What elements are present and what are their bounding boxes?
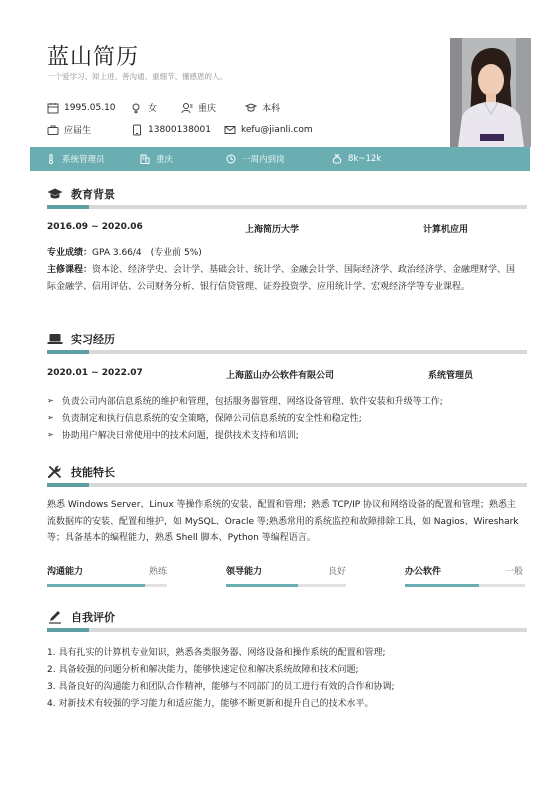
internship-bullet: ➢ 协助用户解决日常使用中的技术问题，提供技术支持和培训; [47, 430, 299, 441]
self-eval-item: 2. 具备较强的问题分析和解决能力，能够快速定位和解决系统故障和技术问题; [47, 665, 359, 675]
intent-salary-text: 8k~12k [348, 154, 382, 164]
section-rule-internship [47, 350, 527, 354]
self-eval-item: 3. 具备良好的沟通能力和团队合作精神，能够与不同部门的员工进行有效的合作和协调; [47, 682, 395, 692]
skill-level-text: 一般 [504, 567, 523, 577]
profile-photo [450, 38, 531, 147]
email[interactable]: kefu@jianli.com [241, 124, 313, 135]
gender-info [131, 101, 181, 114]
intent-availability [226, 147, 285, 171]
intent-position-text: 系统管理员 [62, 155, 105, 165]
person-icon [181, 102, 193, 114]
gpa-label: 专业成绩： [47, 248, 93, 258]
gpa-value: GPA 3.66/4 (专业前 5%) [92, 248, 202, 258]
clock-icon [226, 154, 236, 164]
resume-motto: 一个爱学习、知上进、善沟通、重细节、懂感恩的人。 [47, 72, 227, 81]
birth-info [47, 102, 131, 114]
section-rule-skills [47, 483, 527, 487]
skills-text: 熟悉 Windows Server、Linux 等操作系统的安装、配置和管理；熟悉 TCP/IP 协议和网络设备的配置和管理；熟悉主流数据库的安装、配置和维护，如 MySQL、Oracle 等;熟悉常用的系统监控和故障排除工具，如 Nagios、Wireshark 等；具备基本的编程能力，熟悉 Shell 脚本、Python 等编程语言。 [47, 500, 519, 543]
education-period: 2016.09 ~ 2020.06 [47, 222, 143, 232]
arrow-icon: ➢ [47, 430, 54, 439]
internship-role: 系统管理员 [428, 371, 474, 381]
pencil-icon [47, 610, 63, 624]
phone-info [131, 124, 224, 136]
courses-value: 资本论、经济学史、会计学、基础会计、统计学、金融会计学、国际经济学、政治经济学、金融理财学、国际金融学、信用评估、公司财务分析、银行信贷管理、证券投资学、应用统计学、宏观经济学等专业课程。 [47, 265, 516, 292]
skill-label: 沟通能力 [47, 567, 84, 577]
section-title-skills: 技能特长 [47, 464, 115, 480]
skill-fill [226, 584, 298, 587]
tools-icon [47, 465, 63, 479]
intent-city [140, 147, 173, 171]
skill-label: 办公软件 [405, 567, 442, 577]
section-rule-self-evaluation [47, 628, 527, 632]
section-title-internship: 实习经历 [47, 331, 115, 347]
education-gpa [47, 245, 523, 262]
intent-position [46, 147, 105, 171]
graduation-cap-icon [245, 102, 257, 114]
section-title-self-evaluation: 自我评价 [47, 609, 115, 625]
phone: 13800138001 [148, 124, 211, 135]
intent-salary [332, 147, 381, 171]
internship-period: 2020.01 ~ 2022.07 [47, 368, 143, 378]
location-info [181, 101, 245, 114]
birth-date: 1995.05.10 [64, 102, 116, 113]
self-eval-item: 4. 对新技术有较强的学习能力和适应能力，能够不断更新和提升自己的技术水平。 [47, 699, 374, 709]
skill-level-text: 良好 [327, 567, 346, 577]
laptop-icon [47, 332, 63, 346]
gender: 女 [148, 104, 158, 114]
education-info [245, 101, 280, 114]
briefcase-icon [47, 124, 59, 136]
calendar-icon [47, 102, 59, 114]
job-intent-bar [30, 147, 530, 171]
thermometer-icon [46, 154, 56, 164]
status-info [47, 123, 131, 136]
intent-city-text: 重庆 [156, 155, 174, 165]
section-title-education: 教育背景 [47, 186, 115, 202]
skill-fill [405, 584, 479, 587]
skill-track [47, 584, 167, 587]
education-level: 本科 [262, 104, 281, 114]
self-eval-item: 1. 具有扎实的计算机专业知识，熟悉各类服务器、网络设备和操作系统的配置和管理; [47, 648, 386, 658]
internship-company: 上海蓝山办公软件有限公司 [226, 371, 335, 381]
courses-label: 主修课程： [47, 265, 93, 275]
info-row-1 [47, 101, 280, 114]
skill-level-text: 熟练 [148, 567, 167, 577]
skill-fill [47, 584, 145, 587]
internship-bullet: ➢ 负责公司内部信息系统的维护和管理，包括服务器管理、网络设备管理、软件安装和升级等工作; [47, 396, 443, 407]
education-major: 计算机应用 [423, 225, 469, 235]
email-info [224, 124, 313, 136]
info-row-2 [47, 123, 313, 136]
phone-icon [131, 124, 143, 136]
education-school: 上海简历大学 [245, 225, 300, 235]
money-bag-icon [332, 154, 342, 164]
resume-name: 蓝山简历 [47, 45, 140, 70]
arrow-icon: ➢ [47, 413, 54, 422]
arrow-icon: ➢ [47, 396, 54, 405]
mail-icon [224, 124, 236, 136]
skill-track [405, 584, 525, 587]
gender-icon [131, 102, 143, 114]
location: 重庆 [198, 104, 217, 114]
intent-availability-text: 一周内到岗 [242, 155, 285, 165]
section-rule-education [47, 205, 527, 209]
internship-bullet: ➢ 负责制定和执行信息系统的安全策略，保障公司信息系统的安全性和稳定性; [47, 413, 362, 424]
status: 应届生 [64, 126, 92, 136]
skill-label: 领导能力 [226, 567, 263, 577]
graduation-cap-icon [47, 187, 63, 201]
building-icon [140, 154, 150, 164]
education-courses [47, 262, 523, 295]
skill-track [226, 584, 346, 587]
